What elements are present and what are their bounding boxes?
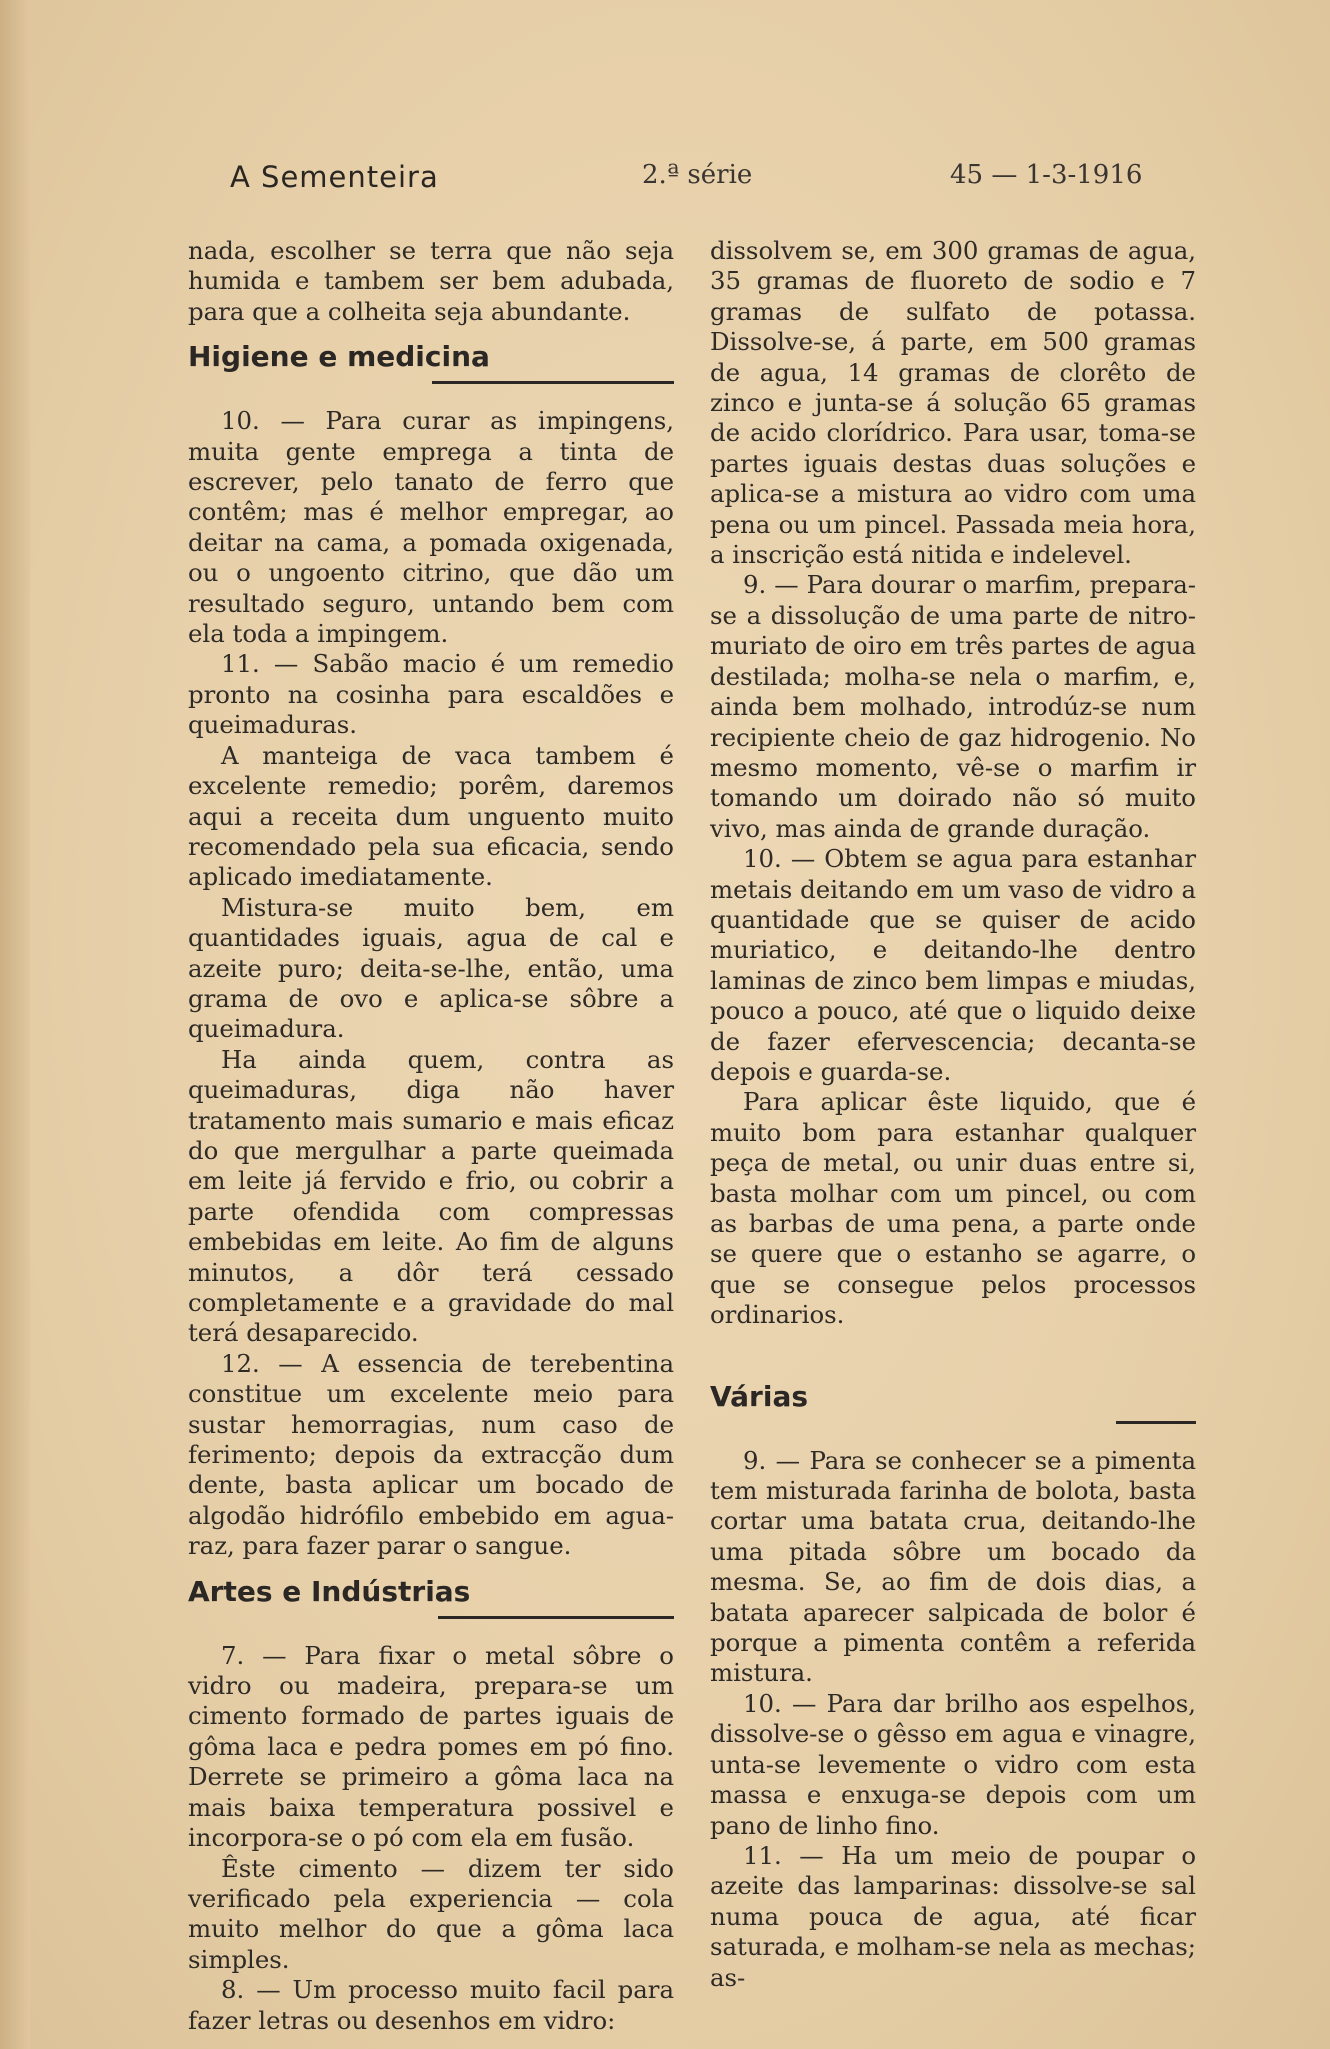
paragraph: 10. — Para curar as impingens, muita gente emprega a tinta de escrever, pelo tanato de ferro que contêm; mas é melhor empregar, ao deitar na cama, a pomada oxigenada, ou o ungoento citrino, que dão um resultado seguro, untando bem com ela toda a impingem.	[188, 406, 674, 649]
paragraph: 9. — Para dourar o marfim, prepara-se a dissolução de uma parte de nitro-muriato de oiro em três partes de agua destilada; molha-se nela o marfim, e, ainda bem molhado, introdúz-se num recipiente cheio de gaz hidrogenio. No mesmo momento, vê-se o marfim ir tomando um doirado não só muito vivo, mas ainda de grande duração.	[710, 570, 1196, 843]
paragraph: 10. — Obtem se agua para estanhar metais deitando em um vaso de vidro a quantidade que se quiser de acido muriatico, e deitando-lhe dentro laminas de zinco bem limpas e miudas, pouco a pouco, até que o liquido deixe de fazer efervescencia; decanta-se depois e guarda-se.	[710, 844, 1196, 1086]
journal-title: A Sementeira	[230, 160, 439, 194]
paragraph: Ha ainda quem, contra as queimaduras, diga não haver tratamento mais sumario e mais eficaz do que mergulhar a parte queimada em leite já fervido e frio, ou cobrir a parte ofendida com compressas embebidas em leite. Ao fim de alguns minutos, a dôr terá cessado completamente e a gravidade do mal terá desaparecido.	[188, 1044, 674, 1348]
paragraph: Mistura-se muito bem, em quantidades iguais, agua de cal e azeite puro; deita-se-lhe, então, uma grama de ovo e aplica-se sôbre a queimadura.	[188, 892, 674, 1044]
heading-rule	[432, 381, 674, 384]
paragraph: 9. — Para se conhecer se a pimenta tem misturada farinha de bolota, basta cortar uma batata crua, deitando-lhe uma pitada sôbre um bocado da mesma. Se, ao fim de dois dias, a batata aparecer salpicada de bolor é porque a pimenta contêm a referida mistura.	[710, 1445, 1196, 1688]
paragraph: 10. — Para dar brilho aos espelhos, dissolve-se o gêsso em agua e vinagre, unta-se levemente o vidro com esta massa e enxuga-se depois com um pano de linho fino.	[710, 1688, 1196, 1840]
paragraph: 12. — A essencia de terebentina constitue um excelente meio para sustar hemorragias, num caso de ferimento; depois da extracção dum dente, basta aplicar um bocado de algodão hidrófilo embebido em agua-raz, para fazer parar o sangue.	[188, 1348, 674, 1561]
paragraph: dissolvem se, em 300 gramas de agua, 35 gramas de fluoreto de sodio e 7 gramas de sulfato de potassa. Dissolve-se, á parte, em 500 gramas de agua, 14 gramas de clorêto de zinco e junta-se á solução 65 gramas de acido clorídrico. Para usar, toma-se partes iguais destas duas soluções e aplica-se a mistura ao vidro com uma pena ou um pincel. Passada meia hora, a inscrição está nitida e indelevel.	[710, 236, 1196, 570]
heading-rule	[1116, 1421, 1196, 1424]
heading-rule	[438, 1616, 674, 1619]
issue-date: 45 — 1-3-1916	[950, 160, 1143, 190]
right-column	[710, 236, 1196, 1993]
paragraph: 8. — Um processo muito facil para fazer letras ou desenhos em vidro:	[188, 1975, 674, 2035]
paragraph: Êste cimento — dizem ter sido verificado pela experiencia — cola muito melhor do que a gôma laca simples.	[188, 1853, 674, 1974]
left-column	[188, 236, 674, 2036]
paragraph: A manteiga de vaca tambem é excelente remedio; porêm, daremos aqui a receita dum unguento muito recomendado pela sua eficacia, sendo aplicado imediatamente.	[188, 740, 674, 892]
page-header	[0, 152, 1330, 192]
paragraph: 7. — Para fixar o metal sôbre o vidro ou madeira, prepara-se um cimento formado de partes iguais de gôma laca e pedra pomes em pó fino. Derrete se primeiro a gôma laca na mais baixa temperatura possivel e incorpora-se o pó com ela em fusão.	[188, 1640, 674, 1853]
page-edge	[0, 0, 30, 2049]
section-heading-artes: Artes e Indústrias	[188, 1574, 471, 1608]
paragraph: 11. — Sabão macio é um remedio pronto na cosinha para escaldões e queimaduras.	[188, 649, 674, 740]
section-heading-higiene: Higiene e medicina	[188, 340, 490, 374]
section-heading-varias: Várias	[710, 1379, 808, 1413]
paragraph: nada, escolher se terra que não seja humida e tambem ser bem adubada, para que a colheita seja abundante.	[188, 236, 674, 326]
paragraph: 11. — Ha um meio de poupar o azeite das lamparinas: dissolve-se sal numa pouca de agua, até ficar saturada, e molham-se nela as mechas; as-	[710, 1840, 1196, 1992]
spacer	[710, 1331, 1196, 1367]
series-label: 2.ª série	[642, 160, 753, 190]
paragraph: Para aplicar êste liquido, que é muito bom para estanhar qualquer peça de metal, ou unir duas entre si, basta molhar com um pincel, ou com as barbas de uma pena, a parte onde se quere que o estanho se agarre, o que se consegue pelos processos ordinarios.	[710, 1087, 1196, 1330]
